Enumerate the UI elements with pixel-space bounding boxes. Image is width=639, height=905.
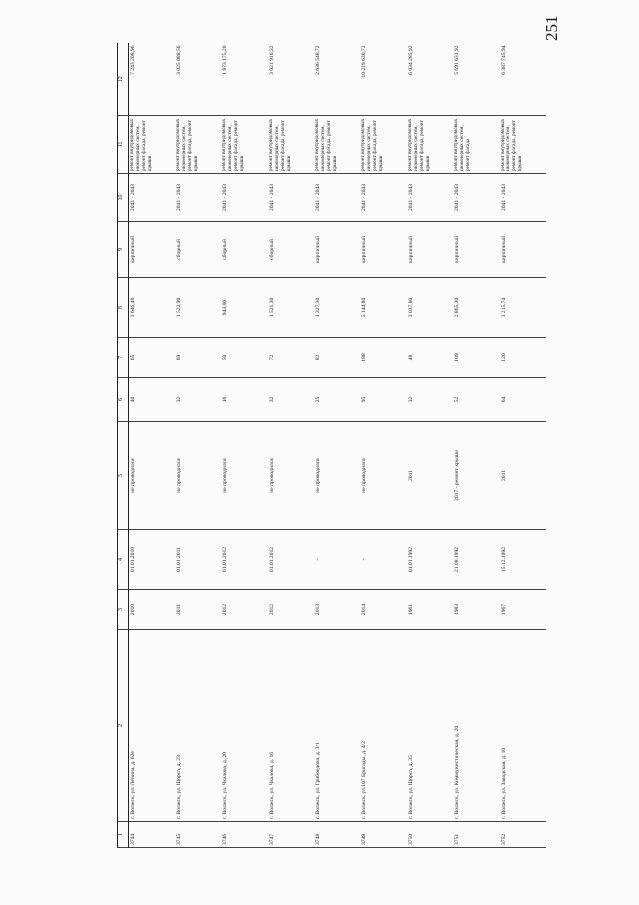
- period-cell: 2041 - 2043: [453, 174, 499, 222]
- table-row: [129, 44, 175, 848]
- area-cell: 3 215,74: [500, 278, 547, 338]
- column-header-10: 10: [118, 174, 129, 222]
- year-cell: 2010: [129, 590, 175, 630]
- column-header-12: 12: [118, 44, 129, 116]
- count-cell: 64: [500, 378, 547, 422]
- table-row: [407, 44, 453, 848]
- cost-cell: 10 219 630,72: [360, 44, 406, 116]
- year-cell: 2014: [360, 590, 406, 630]
- date-cell: 01.01.1992: [407, 530, 453, 590]
- count-cell: 69: [175, 338, 221, 378]
- material-cell: кирпичный: [407, 222, 453, 278]
- column-header-9: 9: [118, 222, 129, 278]
- cost-cell: 6 387 745,94: [500, 44, 547, 116]
- material-cell: сборный: [268, 222, 314, 278]
- period-cell: 2041 - 2043: [407, 174, 453, 222]
- works-cell: ремонт внутридомовых инженерных систем, ремонт фасада, ремонт крыши: [314, 116, 360, 174]
- year-cell: 1983: [453, 590, 499, 630]
- count-cell: 16: [221, 378, 267, 422]
- table-row: [453, 44, 499, 848]
- count-cell: 52: [453, 378, 499, 422]
- date-cell: 15.12.1992: [500, 530, 547, 590]
- cost-cell: 5 691 631,92: [453, 44, 499, 116]
- works-cell: ремонт внутридомовых инженерных систем, ремонт фасада: [453, 116, 499, 174]
- repair-cell: не проводился: [360, 422, 406, 530]
- repair-cell: 2011: [407, 422, 453, 530]
- period-cell: 2041 - 2043: [360, 174, 406, 222]
- cost-cell: 7 243 208,96: [129, 44, 175, 116]
- row-number: 3751: [453, 822, 499, 848]
- period-cell: 2041 - 2043: [500, 174, 547, 222]
- count-cell: 95: [360, 378, 406, 422]
- table-row: [175, 44, 221, 848]
- repair-cell: не проводился: [314, 422, 360, 530]
- year-cell: 1967: [500, 590, 547, 630]
- column-header-7: 7: [118, 338, 129, 378]
- page-number: 251: [542, 15, 561, 41]
- date-cell: 01.01.2010: [129, 530, 175, 590]
- row-number: 3745: [175, 822, 221, 848]
- cost-cell: 2 636 548,72: [314, 44, 360, 116]
- row-number: 3750: [407, 822, 453, 848]
- repair-cell: не проводился: [129, 422, 175, 530]
- count-cell: 65: [129, 338, 175, 378]
- count-cell: 72: [268, 338, 314, 378]
- register-table: [117, 44, 546, 848]
- count-cell: 48: [407, 338, 453, 378]
- cost-cell: 3 021 916,32: [268, 44, 314, 116]
- address-cell: г. Волжск, ул. Чкалова, д. 16: [268, 630, 314, 822]
- works-cell: ремонт внутридомовых инженерных систем, ремонт фасада, ремонт крыши: [175, 116, 221, 174]
- count-cell: 50: [221, 338, 267, 378]
- material-cell: кирпичный: [500, 222, 547, 278]
- table-row: [500, 44, 547, 848]
- address-cell: г. Волжск, ул. Щорса, д. 23: [175, 630, 221, 822]
- address-cell: г. Волжск, ул. Коммунистическая, д. 20: [453, 630, 499, 822]
- period-cell: 2041 - 2043: [129, 174, 175, 222]
- count-cell: 109: [453, 338, 499, 378]
- repair-cell: 2017 - ремонт крыши: [453, 422, 499, 530]
- material-cell: кирпичный: [129, 222, 175, 278]
- date-cell: 01.01.2012: [221, 530, 267, 590]
- area-cell: 943,00: [221, 278, 267, 338]
- column-header-11: 11: [118, 116, 129, 174]
- date-cell: 01.01.2012: [268, 530, 314, 590]
- cost-cell: 6 034 285,92: [407, 44, 453, 116]
- table-header-row: [118, 44, 129, 848]
- area-cell: 5 144,80: [360, 278, 406, 338]
- works-cell: ремонт внутридомовых инженерных систем, ремонт фасада, ремонт крыши: [268, 116, 314, 174]
- area-cell: 2 865,30: [453, 278, 499, 338]
- date-cell: 21.08.1992: [453, 530, 499, 590]
- repair-cell: 2011: [500, 422, 547, 530]
- date-cell: -: [314, 530, 360, 590]
- count-cell: 82: [314, 338, 360, 378]
- area-cell: 3 037,80: [407, 278, 453, 338]
- cost-cell: 1 873 175,20: [221, 44, 267, 116]
- row-number: 3747: [268, 822, 314, 848]
- year-cell: 2013: [314, 590, 360, 630]
- count-cell: 40: [129, 378, 175, 422]
- area-cell: 3 646,40: [129, 278, 175, 338]
- repair-cell: не проводился: [221, 422, 267, 530]
- works-cell: ремонт внутридомовых инженерных систем, ремонт фасада, ремонт крыши: [360, 116, 406, 174]
- works-cell: ремонт внутридомовых инженерных систем, ремонт фасада, ремонт крыши: [500, 116, 547, 174]
- material-cell: кирпичный: [453, 222, 499, 278]
- count-cell: 25: [314, 378, 360, 422]
- period-cell: 2041 - 2043: [314, 174, 360, 222]
- count-cell: 32: [175, 378, 221, 422]
- address-cell: г. Волжск, ул. Заводская, д. 10: [500, 630, 547, 822]
- address-cell: г. Волжск, ул. Чкалова, д. 20: [221, 630, 267, 822]
- material-cell: сборный: [175, 222, 221, 278]
- table-row: [360, 44, 406, 848]
- repair-cell: не проводился: [268, 422, 314, 530]
- table-row: [268, 44, 314, 848]
- works-cell: ремонт внутридомовых инженерных систем, ремонт фасада, ремонт крыши: [129, 116, 175, 174]
- row-number: 3744: [129, 822, 175, 848]
- row-number: 3752: [500, 822, 547, 848]
- period-cell: 2041 - 2043: [175, 174, 221, 222]
- year-cell: 1961: [407, 590, 453, 630]
- row-number: 3749: [360, 822, 406, 848]
- address-cell: г. Волжск, ул.107 Бригады, д. 4/2: [360, 630, 406, 822]
- area-cell: 1 522,90: [175, 278, 221, 338]
- period-cell: 2041 - 2043: [268, 174, 314, 222]
- count-cell: 120: [500, 338, 547, 378]
- year-cell: 2012: [221, 590, 267, 630]
- works-cell: ремонт внутридомовых инженерных систем, ремонт фасада, ремонт крыши: [221, 116, 267, 174]
- column-header-5: 5: [118, 422, 129, 530]
- material-cell: кирпичный: [314, 222, 360, 278]
- row-number: 3748: [314, 822, 360, 848]
- year-cell: 2012: [268, 590, 314, 630]
- count-cell: 188: [360, 338, 406, 378]
- year-cell: 2011: [175, 590, 221, 630]
- cost-cell: 3 025 088,56: [175, 44, 221, 116]
- table-row: [221, 44, 267, 848]
- column-header-8: 8: [118, 278, 129, 338]
- date-cell: -: [360, 530, 406, 590]
- area-cell: 1 521,30: [268, 278, 314, 338]
- column-header-2: 2: [118, 630, 129, 822]
- area-cell: 1 327,30: [314, 278, 360, 338]
- column-header-4: 4: [118, 530, 129, 590]
- row-number: 3746: [221, 822, 267, 848]
- column-header-6: 6: [118, 378, 129, 422]
- works-cell: ремонт внутридомовых инженерных систем, ремонт фасада, ремонт крыши: [407, 116, 453, 174]
- count-cell: 32: [268, 378, 314, 422]
- period-cell: 2041 - 2043: [221, 174, 267, 222]
- date-cell: 01.01.2011: [175, 530, 221, 590]
- column-header-3: 3: [118, 590, 129, 630]
- material-cell: кирпичный: [360, 222, 406, 278]
- address-cell: г. Волжск, ул. Щорса, д. 35: [407, 630, 453, 822]
- material-cell: сборный: [221, 222, 267, 278]
- column-header-1: 1: [118, 822, 129, 848]
- address-cell: г. Волжск, ул. Грибоедова, д. 3/1: [314, 630, 360, 822]
- table-row: [314, 44, 360, 848]
- address-cell: г. Волжск, ул. Ленина, д. 62е: [129, 630, 175, 822]
- repair-cell: не проводился: [175, 422, 221, 530]
- count-cell: 32: [407, 378, 453, 422]
